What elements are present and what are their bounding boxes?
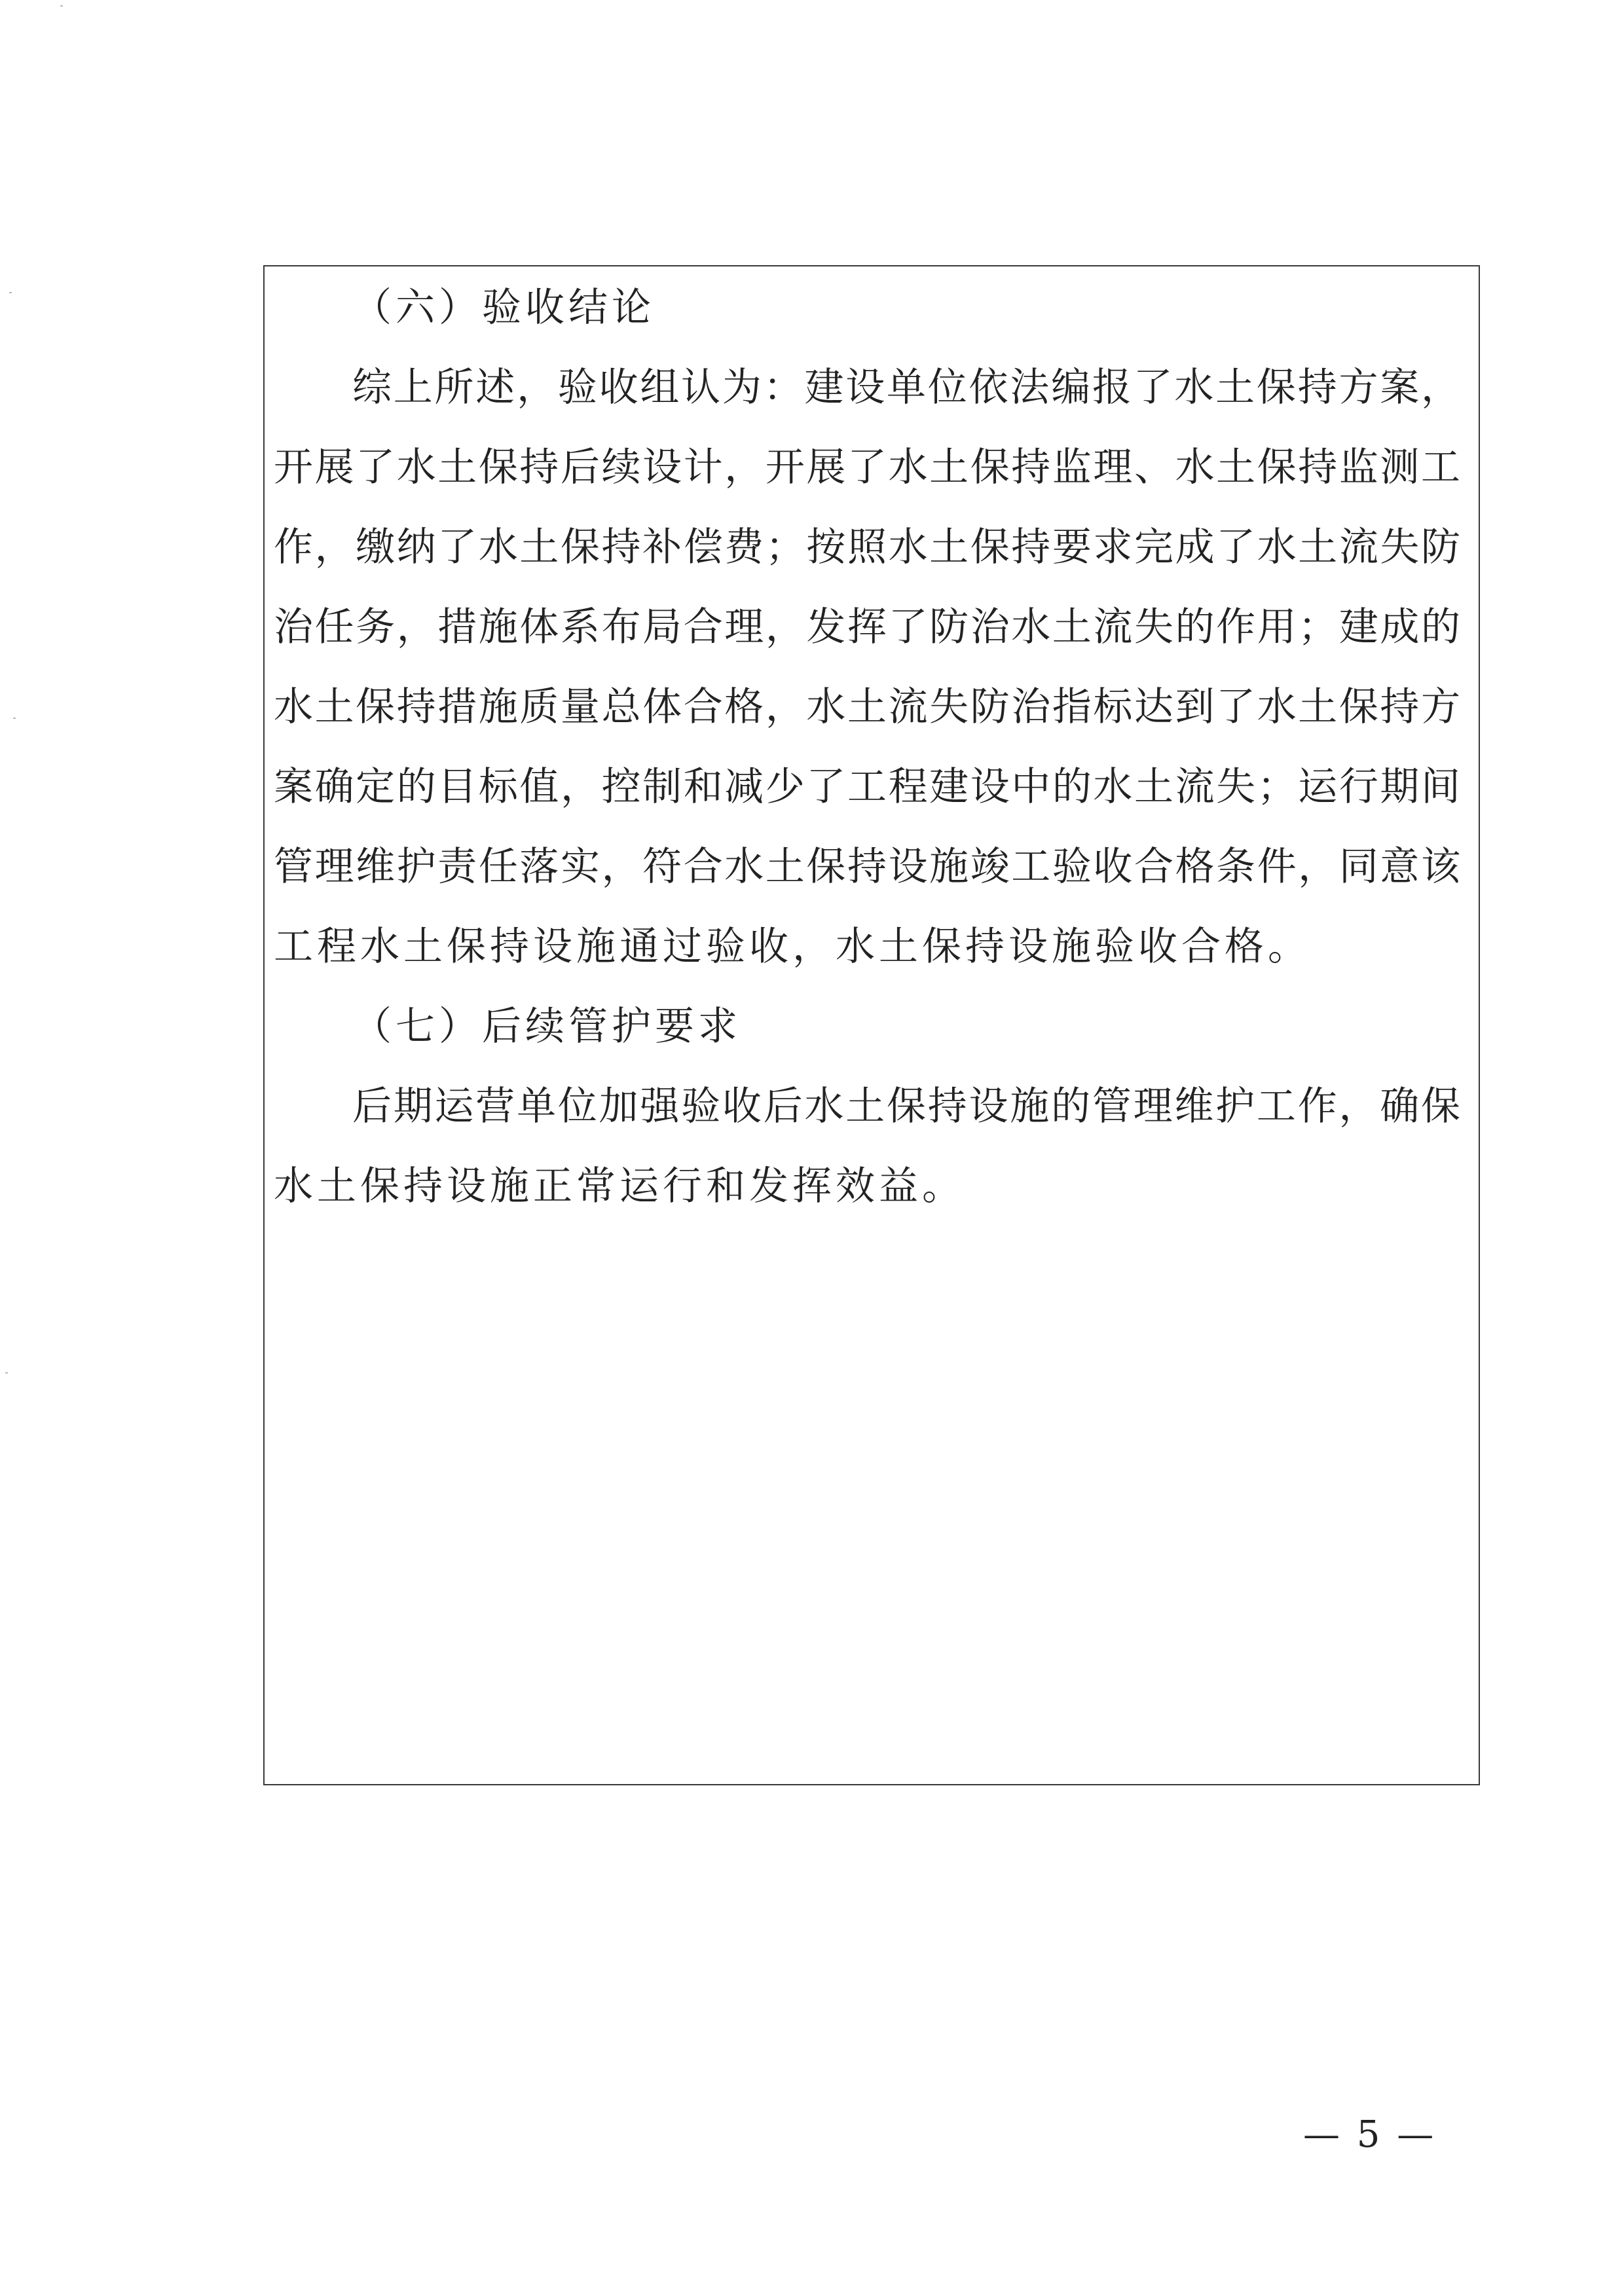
section-seven-heading: （七）后续管护要求: [352, 1004, 741, 1049]
paragraph-line: 管理维护责任落实，符合水土保持设施竣工验收合格条件，同意该: [274, 844, 1460, 890]
acceptance-conclusion-paragraph: [274, 361, 1460, 973]
scan-speck: [60, 5, 63, 7]
paragraph-line: 开展了水土保持后续设计，开展了水土保持监理、水土保持监测工: [274, 445, 1460, 490]
document-body: [274, 282, 1460, 1240]
maintenance-requirements-paragraph: [274, 1080, 1460, 1212]
paragraph-line: 作，缴纳了水土保持补偿费；按照水土保持要求完成了水土流失防: [274, 524, 1460, 570]
paragraph-line: 水土保持措施质量总体合格，水土流失防治指标达到了水土保持方: [274, 684, 1460, 730]
section-six-heading: （六）验收结论: [352, 285, 655, 331]
paragraph-line: 工程水土保持设施通过验收，水土保持设施验收合格。: [274, 924, 1311, 970]
paragraph-line: 后期运营单位加强验收后水土保持设施的管理维护工作，确保: [352, 1084, 1460, 1129]
paragraph-line: 综上所述，验收组认为：建设单位依法编报了水土保持方案，: [352, 365, 1460, 410]
paragraph-line: 案确定的目标值，控制和减少了工程建设中的水土流失；运行期间: [274, 764, 1460, 810]
paragraph-line: 水土保持设施正常运行和发挥效益。: [274, 1163, 965, 1209]
scan-speck: [9, 292, 12, 293]
paragraph-line: 治任务，措施体系布局合理，发挥了防治水土流失的作用；建成的: [274, 604, 1460, 650]
page-number: — 5 —: [1303, 2113, 1437, 2156]
scan-speck: [13, 718, 16, 719]
scan-speck: [5, 1372, 8, 1374]
